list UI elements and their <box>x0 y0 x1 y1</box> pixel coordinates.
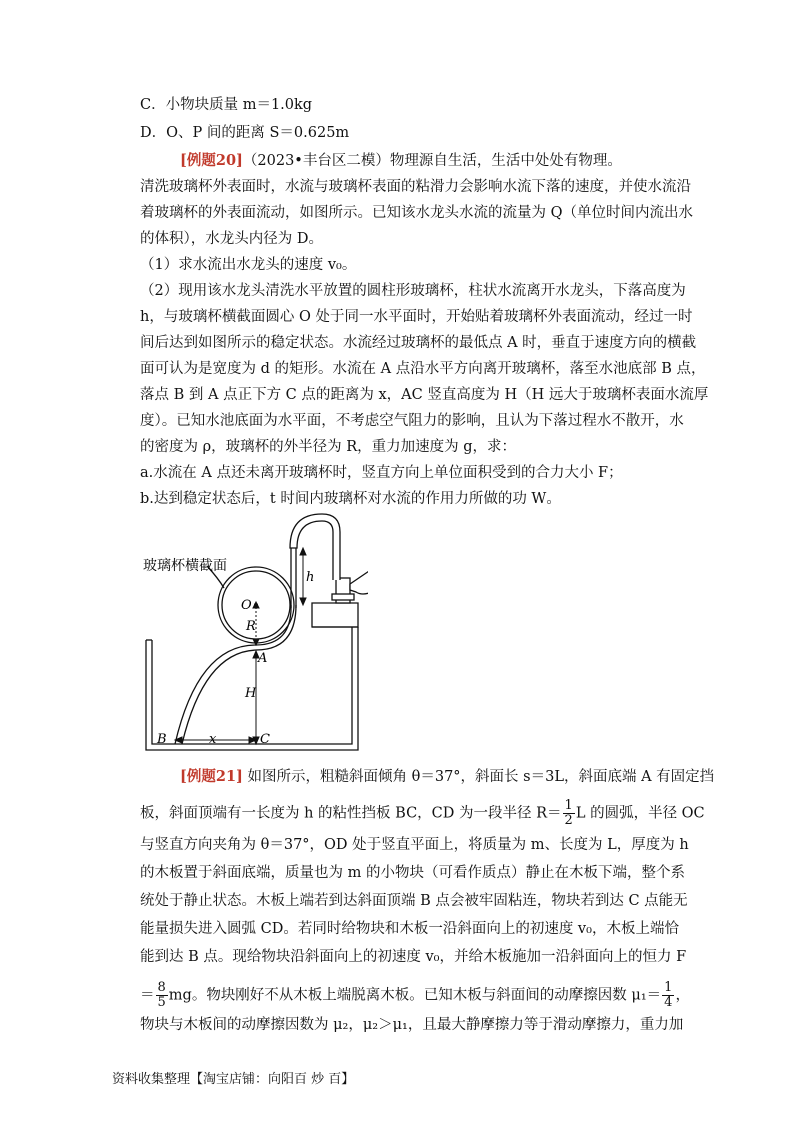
label-R: R <box>246 619 256 634</box>
option-d: D．O、P 间的距离 S＝0.625m <box>140 125 350 141</box>
example20-q2-line: 度）。已知水池底面为水平面，不考虑空气阻力的影响，且认为下落过程水不散开，水 <box>140 413 684 429</box>
example20-heading <box>180 151 622 171</box>
label-O: O <box>241 598 252 613</box>
fraction <box>156 981 168 1010</box>
label-C: C <box>260 732 270 747</box>
example20-q2-line: h，与玻璃杯横截面圆心 O 处于同一水平面时，开始贴着玻璃杯外表面流动，经过一时 <box>140 309 693 325</box>
example20-p1-line: 着玻璃杯的外表面流动，如图所示。已知该水龙头水流的流量为 Q（单位时间内流出水 <box>140 205 693 221</box>
example20-label: [例题20] <box>180 152 243 169</box>
example20-q2-line: 的密度为 ρ，玻璃杯的外半径为 R，重力加速度为 g，求： <box>140 439 517 455</box>
example21-text: ， <box>675 987 690 1004</box>
fraction-numerator: 1 <box>664 980 673 995</box>
fraction-numerator: 1 <box>564 798 573 813</box>
figure-caption: 玻璃杯横截面 <box>143 558 227 574</box>
example21-line: 能到达 B 点。现给物块沿斜面向上的初速度 v₀，并给木板施加一沿斜面向上的恒力 F <box>140 949 687 965</box>
fraction-denominator: 2 <box>564 813 573 828</box>
faucet-glass-diagram <box>138 503 368 753</box>
fraction-numerator: 8 <box>157 980 166 995</box>
label-h: h <box>306 570 315 585</box>
fraction <box>662 981 674 1010</box>
example20-question-b: b.达到稳定状态后，t 时间内玻璃杯对水流的作用力所做的功 W。 <box>140 491 561 507</box>
example21-line <box>140 981 690 1010</box>
page-footer: 资料收集整理【淘宝店铺：向阳百 炒 百】 <box>112 1072 355 1087</box>
example21-text: 如图所示，粗糙斜面倾角 θ＝37°，斜面长 s＝3L，斜面底端 A 有固定挡 <box>247 769 715 785</box>
example21-text: mg。物块刚好不从木板上端脱离木板。已知木板与斜面间的动摩擦因数 μ₁＝ <box>168 987 662 1004</box>
example21-text: ＝ <box>140 987 155 1004</box>
example21-line: 的木板置于斜面底端，质量也为 m 的小物块（可看作质点）静止在木板下端，整个系 <box>140 865 685 881</box>
fraction-denominator: 4 <box>664 995 673 1010</box>
fraction <box>563 799 575 828</box>
example20-p1-line: 清洗玻璃杯外表面时，水流与玻璃杯表面的粘滑力会影响水流下落的速度，并使水流沿 <box>140 179 691 195</box>
example21-text: L 的圆弧，半径 OC <box>575 805 705 822</box>
example21-line: 物块与木板间的动摩擦因数为 μ₂，μ₂＞μ₁，且最大静摩擦力等于滑动摩擦力，重力加 <box>140 1017 684 1033</box>
fraction-denominator: 5 <box>157 995 166 1010</box>
option-c: C．小物块质量 m＝1.0kg <box>140 97 313 113</box>
example20-intro: （2023•丰台区二模）物理源自生活，生活中处处有物理。 <box>242 153 622 169</box>
example21-label: [例题21] <box>180 768 243 785</box>
example21-line: 统处于静止状态。木板上端若到达斜面顶端 B 点会被牢固粘连，物块若到达 C 点能无 <box>140 893 688 909</box>
example21-line <box>180 767 714 787</box>
label-H: H <box>245 686 257 701</box>
example21-line: 与竖直方向夹角为 θ＝37°，OD 处于竖直平面上，将质量为 m、长度为 L，厚度为 h <box>140 837 689 853</box>
example20-p1-line: 的体积），水龙头内径为 D。 <box>140 231 323 247</box>
example20-q2-line: （2）现用该水龙头清洗水平放置的圆柱形玻璃杯，柱状水流离开水龙头，下落高度为 <box>140 283 686 299</box>
example21-line <box>140 799 705 828</box>
label-B: B <box>157 732 167 747</box>
example20-q2-line: 面可认为是宽度为 d 的矩形。水流在 A 点沿水平方向离开玻璃杯，落至水池底部 B 点， <box>140 361 706 377</box>
example20-q2-line: 间后达到如图所示的稳定状态。水流经过玻璃杯的最低点 A 时，垂直于速度方向的横截 <box>140 335 697 351</box>
example21-text: 板，斜面顶端有一长度为 h 的粘性挡板 BC，CD 为一段半径 R＝ <box>140 805 562 822</box>
example20-q2-line: 落点 B 到 A 点正下方 C 点的距离为 x，AC 竖直高度为 H（H 远大于玻璃杯表面水流厚 <box>140 387 709 403</box>
example20-question-1: （1）求水流出水龙头的速度 v₀。 <box>140 257 357 273</box>
label-A: A <box>258 651 268 666</box>
label-x: x <box>209 732 217 747</box>
example21-line: 能量损失进入圆弧 CD。若同时给物块和木板一沿斜面向上的初速度 v₀，木板上端恰 <box>140 921 679 937</box>
example20-question-a: a.水流在 A 点还未离开玻璃杯时，竖直方向上单位面积受到的合力大小 F； <box>140 465 623 481</box>
